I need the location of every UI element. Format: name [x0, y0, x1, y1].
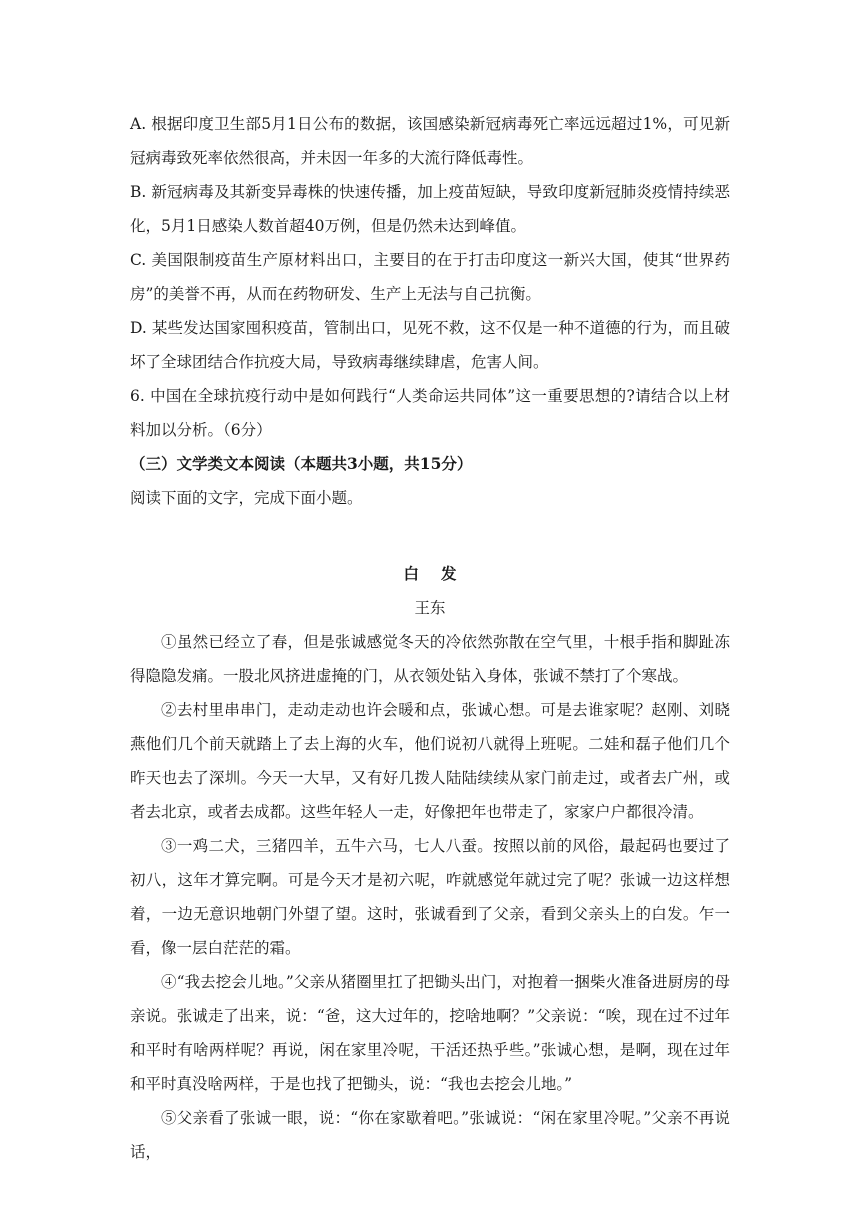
question-6: 6. 中国在全球抗疫行动中是如何践行“人类命运共同体”这一重要思想的?请结合以上材料加以分析。（6分）: [130, 387, 730, 439]
story-paragraph-3: ③一鸡二犬，三猪四羊，五牛六马，七人八蚕。按照以前的风俗，最起码也要过了初八，这年才算完啊。可是今天才是初六呢，咋就感觉年就过完了呢？张诚一边这样想着，一边无意识地朝门外望了望。这时，张诚看到了父亲，看到父亲头上的白发。乍一看，像一层白茫茫的霜。: [130, 837, 730, 957]
story-paragraph-4: ④“我去挖会儿地。”父亲从猪圈里扛了把锄头出门，对抱着一捆柴火准备进厨房的母亲说。张诚走了出来，说：“爸，这大过年的，挖啥地啊？”父亲说：“唉，现在过不过年和平时有啥两样呢？再说，闲在家里冷呢，干活还热乎些。”张诚心想，是啊，现在过年和平时真没啥两样，于是也找了把锄头，说：“我也去挖会儿地。”: [130, 973, 730, 1093]
spacer: [130, 515, 730, 557]
story-title: 白发: [403, 564, 479, 583]
section-heading: （三）文学类文本阅读（本题共3小题，共15分）: [130, 454, 473, 473]
reading-instruction: 阅读下面的文字，完成下面小题。: [130, 489, 363, 507]
story-author: 王东: [414, 599, 446, 617]
story-paragraph-2: ②去村里串串门，走动走动也许会暖和点，张诚心想。可是去谁家呢？赵刚、刘晓燕他们几个前天就踏上了去上海的火车，他们说初八就得上班呢。二娃和磊子他们几个昨天也去了深圳。今天一大早，又有好几拨人陆陆续续从家门前走过，或者去广州，或者去北京，或者去成都。这些年轻人一走，好像把年也带走了，家家户户都很冷清。: [130, 701, 730, 821]
option-b: B. 新冠病毒及其新变异毒株的快速传播，加上疫苗短缺，导致印度新冠肺炎疫情持续恶化，5月1日感染人数首超40万例，但是仍然未达到峰值。: [130, 183, 730, 235]
document-page: [130, 107, 730, 1169]
option-a: A. 根据印度卫生部5月1日公布的数据，该国感染新冠病毒死亡率远远超过1%，可见新冠病毒致死率依然很高，并未因一年多的大流行降低毒性。: [130, 115, 730, 167]
option-c: C. 美国限制疫苗生产原材料出口，主要目的在于打击印度这一新兴大国，使其“世界药房”的美誉不再，从而在药物研发、生产上无法与自己抗衡。: [130, 251, 730, 303]
option-d: D. 某些发达国家囤积疫苗，管制出口，见死不救，这不仅是一种不道德的行为，而且破坏了全球团结合作抗疫大局，导致病毒继续肆虐，危害人间。: [130, 319, 730, 371]
story-paragraph-5: ⑤父亲看了张诚一眼，说：“你在家歇着吧。”张诚说：“闲在家里冷呢。”父亲不再说话，: [130, 1109, 730, 1161]
story-paragraph-1: ①虽然已经立了春，但是张诚感觉冬天的冷依然弥散在空气里，十根手指和脚趾冻得隐隐发痛。一股北风挤进虚掩的门，从衣领处钻入身体，张诚不禁打了个寒战。: [130, 633, 730, 685]
